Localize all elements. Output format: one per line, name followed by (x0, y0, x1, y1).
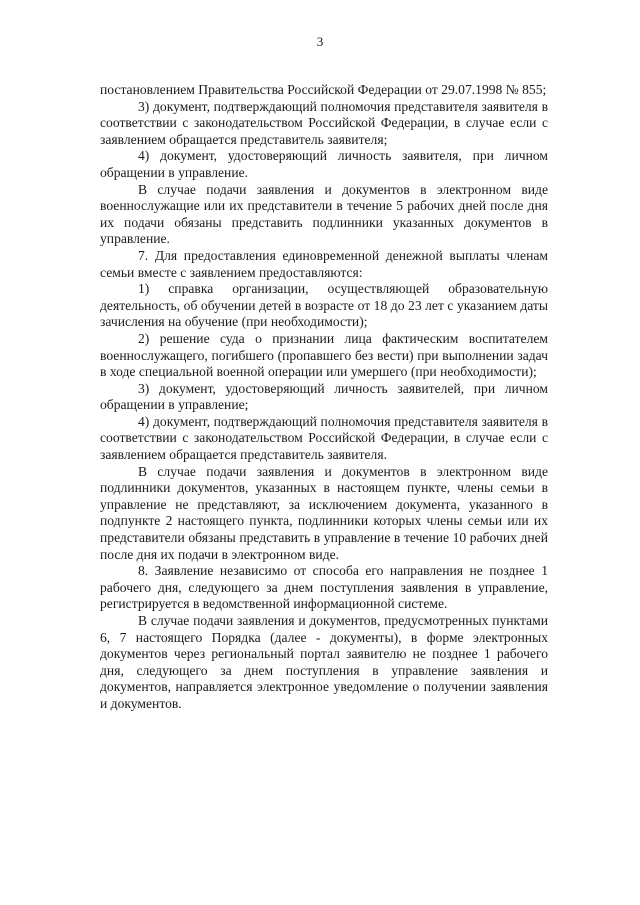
paragraph-continuation: постановлением Правительства Российской Федерации от 29.07.1998 № 855; (100, 82, 547, 97)
paragraph-item-1-education-certificate: 1) справка организации, осуществляющей образовательную деятельность, об обучении детей в возрасте от 18 до 23 лет с указанием даты зачисления на обучение (при необходимости); (100, 281, 548, 330)
paragraph-electronic-submission-family: В случае подачи заявления и документов в электронном виде подлинники документов, указанных в настоящем пункте, члены семьи в управление не представляют, за исключением документа, указанного в подпункте 2 настоящего пункта, подлинники которых члены семьи или их представители обязаны представить в управление в течение 10 рабочих дней после дня их подачи в электронном виде. (100, 463, 548, 562)
paragraph-item-3-representative-document: 3) документ, подтверждающий полномочия представителя заявителя в соответствии с законодательством Российской Федерации, в случае если с заявлением обращается представитель заявителя; (100, 98, 548, 147)
paragraph-item-3-identity-document: 3) документ, удостоверяющий личность заявителей, при личном обращении в управление; (100, 380, 548, 413)
paragraph-item-4-identity-document: 4) документ, удостоверяющий личность заявителя, при личном обращении в управление. (100, 148, 548, 180)
document-body (100, 82, 548, 713)
paragraph-item-2-court-decision: 2) решение суда о признании лица фактическим воспитателем военнослужащего, погибшего (пропавшего без вести) при выполнении задач в ходе специальной военной операции или умершего (при необходимости); (100, 330, 548, 380)
paragraph-section-8: 8. Заявление независимо от способа его направления не позднее 1 рабочего дня, следующего за днем поступления заявления в управление, регистрируется в ведомственной информационной системе. (100, 563, 548, 612)
paragraph-item-4-representative-document: 4) документ, подтверждающий полномочия представителя заявителя в соответствии с законодательством Российской Федерации, в случае если с заявлением обращается представитель заявителя. (100, 413, 548, 463)
paragraph-electronic-submission-servicemen: В случае подачи заявления и документов в электронном виде военнослужащие или их представители в течение 5 рабочих дней после дня их подачи обязаны представить подлинники указанных документов в управление. (100, 181, 548, 247)
paragraph-section-7: 7. Для предоставления единовременной денежной выплаты членам семьи вместе с заявлением предоставляются: (100, 247, 548, 280)
page-number: 3 (316, 34, 324, 49)
paragraph-electronic-notification: В случае подачи заявления и документов, предусмотренных пунктами 6, 7 настоящего Порядка (далее - документы), в форме электронных документов через региональный портал заявителю не позднее 1 рабочего дня, следующего за днем поступления в управление заявления и документов, направляется электронное уведомление о получении заявления и документов. (100, 613, 548, 711)
